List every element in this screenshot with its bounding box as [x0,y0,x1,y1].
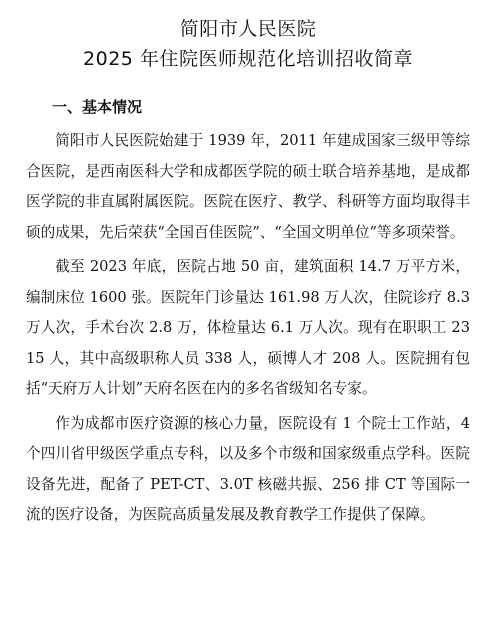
document-title-hospital: 简阳市人民医院 [179,18,317,40]
paragraph-history: 简阳市人民医院始建于 1939 年，2011 年建成国家三级甲等综合医院，是西南医科大学和成都医学院的硕士联合培养基地，是成都医学院的非直属附属医院。医院在医疗、教学、科研等方面均取得丰硕的成果，先后荣获“全国百佳医院”、“全国文明单位”等多项荣誉。 [26,132,470,241]
document-title-program: 2025 年住院医师规范化培训招收简章 [83,48,413,70]
section-heading-basic-info: 一、基本情况 [52,98,143,116]
paragraph-resources: 作为成都市医疗资源的核心力量，医院设有 1 个院士工作站，4 个四川省甲级医学重点专科，以及多个市级和国家级重点学科。医院设备先进，配备了 PET-CT、3.0T 核磁共振、256 排 CT 等国际一流的医疗设备，为医院高质量发展及教育教学工作提供了保障。 [26,414,470,523]
paragraph-statistics: 截至 2023 年底，医院占地 50 亩，建筑面积 14.7 万平方米，编制床位 1600 张。医院年门诊量达 161.98 万人次，住院诊疗 8.3 万人次，手术台次 2.8 万，体检量达 6.1 万人次。现有在职职工 2315 人，其中高级职称人员 338 人，硕博人才 208 人。医院拥有包括“天府万人计划”天府名医在内的多名省级知名专家。 [26,258,470,397]
